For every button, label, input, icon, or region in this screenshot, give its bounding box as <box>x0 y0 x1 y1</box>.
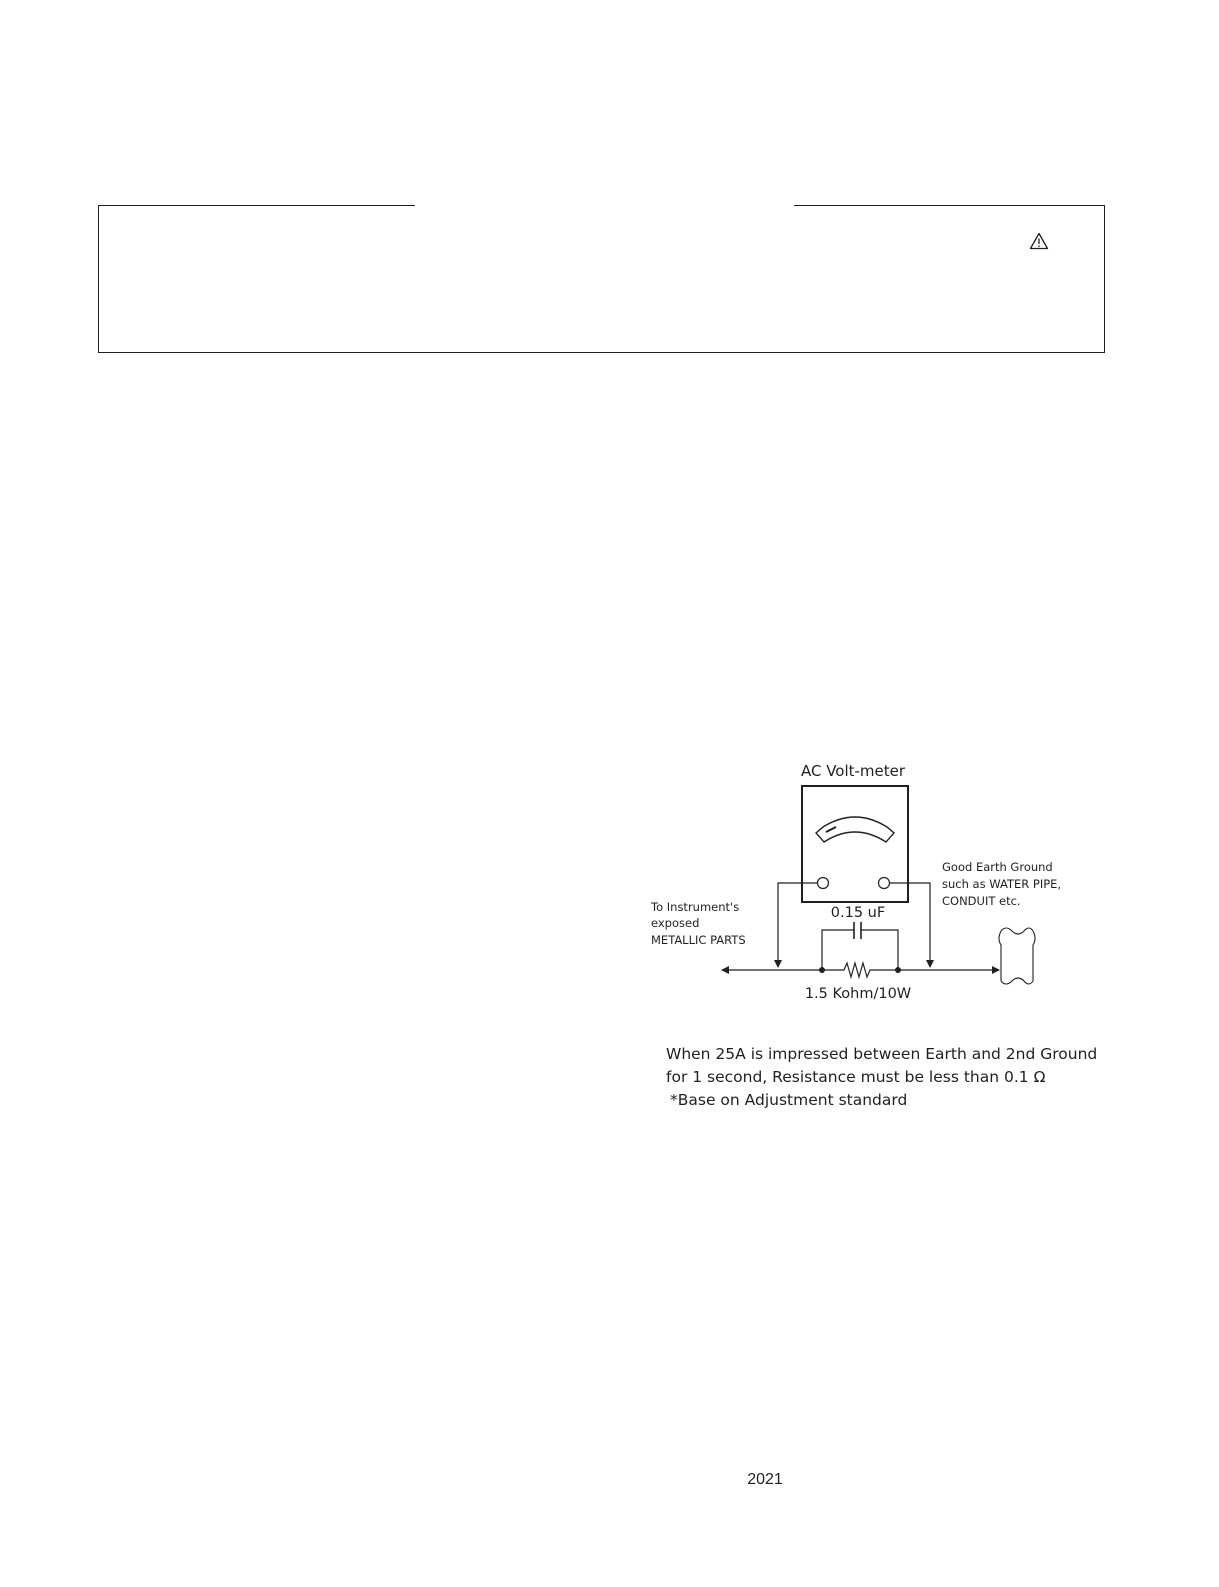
earth-ground-label-line1: Good Earth Ground <box>942 860 1053 874</box>
capacitor-wire-right <box>861 930 898 970</box>
capacitor-wire-left <box>822 930 854 970</box>
notice-title-gap <box>415 203 794 208</box>
warning-triangle-icon <box>1029 232 1049 250</box>
caption-line2: for 1 second, Resistance must be less than 0.1 Ω <box>666 1068 1046 1086</box>
junction-dot-left <box>819 967 825 973</box>
resistor-symbol <box>822 963 898 977</box>
instrument-label-line1: To Instrument's <box>651 900 740 914</box>
test-caption <box>666 1043 1106 1112</box>
earth-ground-label-line2: such as WATER PIPE, <box>942 877 1062 891</box>
voltmeter-terminal-left <box>818 878 829 889</box>
caption-line1: When 25A is impressed between Earth and 2nd Ground <box>666 1045 1098 1063</box>
capacitor-label: 0.15 uF <box>830 905 886 921</box>
leakage-test-diagram <box>640 755 1110 1025</box>
earth-ground-label-line3: CONDUIT etc. <box>942 894 1021 908</box>
voltmeter-label: AC Volt-meter <box>800 762 906 780</box>
caption-note: *Base on Adjustment standard <box>670 1091 908 1109</box>
instrument-label-line2: exposed <box>651 916 700 930</box>
instrument-label-line3: METALLIC PARTS <box>651 933 746 947</box>
resistor-label: 1.5 Kohm/10W <box>804 986 912 1002</box>
water-pipe-icon <box>999 928 1035 984</box>
voltmeter-terminal-right <box>879 878 890 889</box>
notice-box <box>98 205 1105 353</box>
page-number: 2021 <box>747 1471 783 1488</box>
junction-dot-right <box>895 967 901 973</box>
